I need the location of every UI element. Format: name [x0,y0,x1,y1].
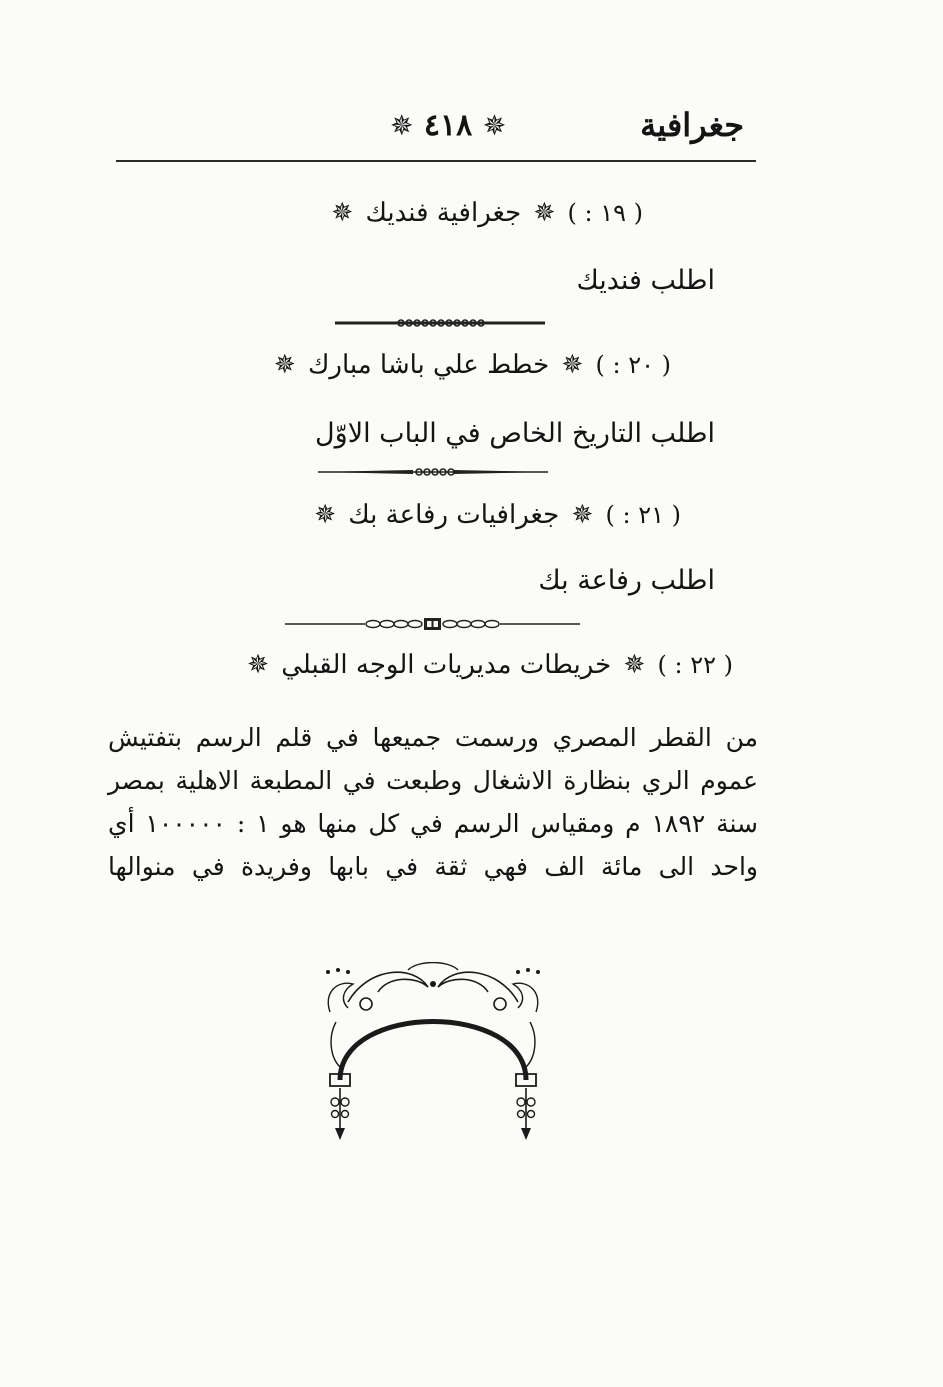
header-title: جغرافية [640,106,744,144]
section-heading-21 [310,500,681,530]
header-rule [116,160,756,162]
star-ornament-icon: ✵ [273,350,296,380]
section-title: خطط علي باشا مبارك [307,350,550,380]
section-divider [318,465,548,479]
section-heading-19 [327,198,643,228]
section-body-21: اطلب رفاعة بك [538,565,715,596]
section-heading-20 [270,350,671,380]
star-ornament-icon: ✵ [482,109,507,142]
star-ornament-icon: ✵ [533,198,556,228]
star-ornament-icon: ✵ [623,650,646,680]
section-body-19: اطلب فنديك [576,265,715,296]
star-ornament-icon: ✵ [561,350,584,380]
section-divider [285,616,580,632]
section-divider [335,317,545,329]
section-title: جغرافيات رفاعة بك [348,500,560,530]
section-number: ( ١٩ : ) [567,199,643,227]
section-paragraph-22: من القطر المصري ورسمت جميعها في قلم الرسم بتفتيش عموم الري بنظارة الاشغال وطبعت في المطبعة الاهلية بمصر سنة ١٨٩٢ م ومقياس الرسم في كل منها هو ١ : ١٠٠٠٠٠ أي واحد الى مائة الف فهي ثقة في بابها وفريدة في منوالها [108,723,758,881]
section-body-20: اطلب التاريخ الخاص في الباب الاوّل [315,418,715,449]
tailpiece-arch-ornament [318,962,548,1147]
running-head [110,100,760,160]
star-ornament-icon: ✵ [331,198,354,228]
section-number: ( ٢٢ : ) [657,651,733,679]
star-ornament-icon: ✵ [390,109,414,142]
star-ornament-icon: ✵ [247,650,269,680]
star-ornament-icon: ✵ [314,500,336,530]
page-number-value: ٤١٨ [423,108,473,143]
star-ornament-icon: ✵ [571,500,594,530]
section-heading-22 [243,650,733,680]
section-number: ( ٢٠ : ) [595,351,671,379]
section-number: ( ٢١ : ) [605,501,681,529]
section-title: خريطات مديريات الوجه القبلي [281,650,612,680]
page-number [390,108,506,143]
section-title: جغرافية فنديك [365,198,522,228]
